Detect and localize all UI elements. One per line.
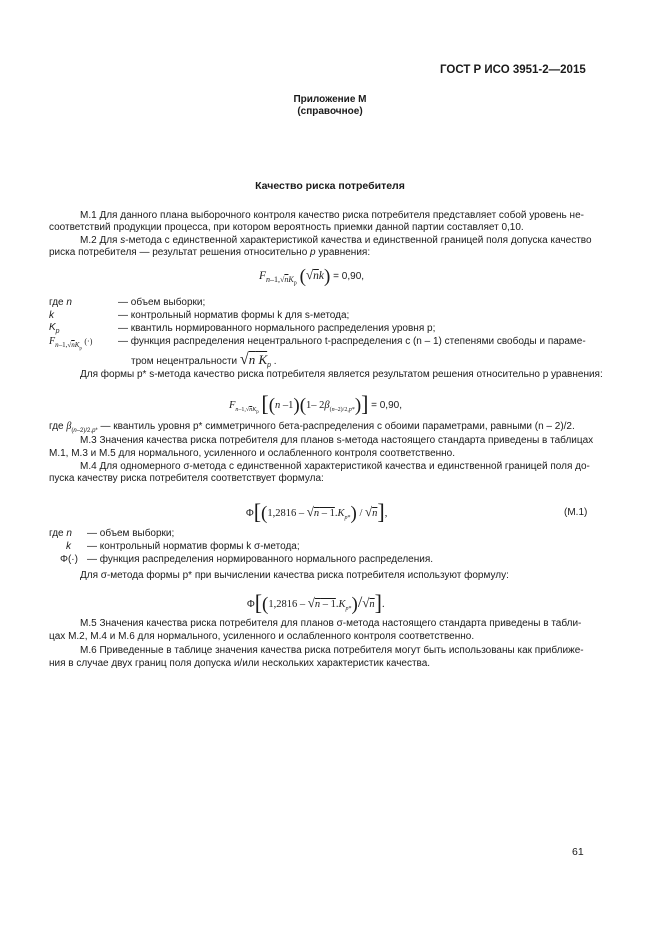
section-title: Качество риска потребителя xyxy=(255,180,405,192)
paragraph-m3-line1: М.3 Значения качества риска потребителя для планов s-метода настоящего стандарта приведены в таблицах xyxy=(80,435,594,446)
def-sigma-symbol-phi: Φ(·) xyxy=(60,554,78,565)
pstar-s-method: Для формы p* s-метода качество риска потребителя является результатом решения относительно p уравнения: xyxy=(80,369,603,380)
appendix-title: Приложение М xyxy=(293,94,367,105)
def-sigma-n: — объем выборки; xyxy=(87,528,175,539)
def-sigma-phi: — функция распределения нормированного нормального распределения. xyxy=(87,554,434,565)
appendix-subtitle: (справочное) xyxy=(297,106,363,117)
paragraph-m6-line1: М.6 Приведенные в таблице значения качества риска потребителя могут быть использованы как приближе- xyxy=(80,645,584,656)
formula-4: $\Phi[(1,2816 - √n - 1.K_{p*})/√n]$. xyxy=(247,590,385,615)
formula-m1: $\Phi[(1,2816 - √n - 1.K_{p*}) / √n]$, xyxy=(246,499,388,524)
page-number: 61 xyxy=(572,846,584,858)
paragraph-m2-line2: риска потребителя — результат решения относительно p уравнения: xyxy=(49,247,371,258)
def-symbol-f: $F_{n-1,√nK_p}$ (·) xyxy=(49,336,93,352)
def-sigma-k: — контрольный норматив формы k σ-метода; xyxy=(87,541,300,552)
paragraph-m4-line1: М.4 Для одномерного σ-метода с единственной характеристикой качества и единственной границей поля до- xyxy=(80,461,590,472)
equation-number: (М.1) xyxy=(564,507,588,518)
where-label-2: где n xyxy=(49,528,72,539)
def-f-cont: тром нецентральности √n $K_p$ . xyxy=(131,351,277,369)
formula-2: $F_{n-1,√nK_p}$ [(n –1)(1– $2\beta_{(n-2)/2,p*})] = 0,90$, xyxy=(229,391,402,416)
def-symbol-kp: $K_p$ xyxy=(49,322,60,335)
def-sigma-symbol-k: k xyxy=(66,541,71,552)
paragraph-m4-line2: пуска качеству риска потребителя соответствует формула: xyxy=(49,473,324,484)
paragraph-m5-line2: цах М.2, М.4 и М.6 для нормального, усиленного и ослабленного контроля соответственно. xyxy=(49,631,475,642)
standard-header: ГОСТ Р ИСО 3951-2—2015 xyxy=(440,64,586,76)
where-label-1: где n xyxy=(49,297,72,308)
paragraph-m2-line1: М.2 Для s-метода с единственной характеристикой качества и единственной границей поля допуска качество xyxy=(80,235,592,246)
def-n: — объем выборки; xyxy=(118,297,206,308)
paragraph-m1-line2: соответствий продукции процесса, при котором вероятность приемки данной партии составляет 0,10. xyxy=(49,222,524,233)
def-symbol-k: k xyxy=(49,310,54,321)
def-kp: — квантиль нормированного нормального распределения уровня p; xyxy=(118,323,436,334)
sigma-pstar-text: Для σ-метода формы p* при вычислении качества риска потребителя используют формулу: xyxy=(80,570,509,581)
formula-1: $F_{n-1,√nK_p}$ (√nk) = 0,90, xyxy=(259,266,365,287)
paragraph-m3-line2: М.1, М.3 и М.5 для нормального, усиленного и ослабленного контроля соответственно. xyxy=(49,448,456,459)
paragraph-m6-line2: ния в случае двух границ поля допуска и/или нескольких характеристик качества. xyxy=(49,658,431,669)
def-k: — контрольный норматив формы k для s-метода; xyxy=(118,310,350,321)
paragraph-m1-line1: М.1 Для данного плана выборочного контроля качество риска потребителя представляет собой уровень не- xyxy=(80,210,584,221)
paragraph-m5-line1: М.5 Значения качества риска потребителя для планов σ-метода настоящего стандарта приведены в табли- xyxy=(80,618,582,629)
beta-definition: где $\beta_{(n-2)/2,p*}$ — квантиль уровня p* симметричного бета-распределения с обоими параметрами, равными (n – 2)/2. xyxy=(49,421,575,434)
def-f: — функция распределения нецентрального t-распределения с (n – 1) степенями свободы и параме- xyxy=(118,336,586,347)
